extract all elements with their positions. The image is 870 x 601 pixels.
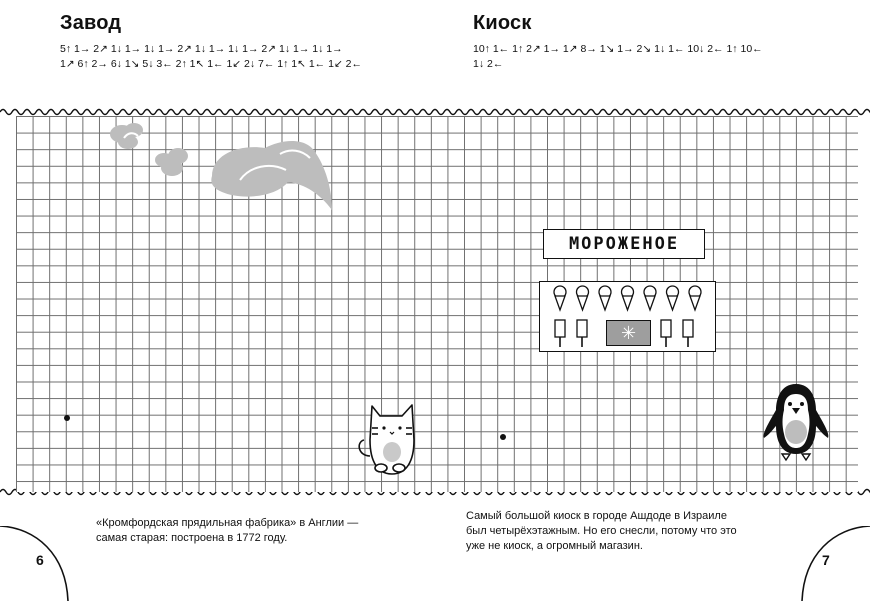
page-number-left: 6	[36, 552, 44, 568]
factory-title: Завод	[60, 12, 122, 34]
ice-cream-cone-icon	[689, 286, 701, 310]
ice-cream-cone-icon	[622, 286, 634, 310]
factory-sequence-line-2: 1↗ 6↑ 2→ 6↓ 1↘ 5↓ 3← 2↑ 1↖ 1← 1↙ 2↓ 7← 1↑ 1↖ 1← 1↙ 2←	[60, 58, 362, 70]
kiosk-caption-line-1: Самый большой киоск в городе Ашдоде в Израиле	[466, 510, 727, 522]
start-dot-factory	[64, 415, 70, 421]
factory-caption-line-1: «Кромфордская прядильная фабрика» в Англии —	[96, 517, 359, 529]
kiosk-sequence-line-2: 1↓ 2←	[473, 58, 504, 70]
factory-caption-line-2: самая старая: построена в 1772 году.	[96, 532, 288, 544]
smoke-clouds	[100, 118, 340, 213]
popsicle-icon	[555, 320, 565, 347]
kiosk-window	[606, 320, 651, 346]
start-dot-kiosk	[500, 434, 506, 440]
ice-cream-cone-icon	[644, 286, 656, 310]
popsicle-icon	[577, 320, 587, 347]
kiosk-title: Киоск	[473, 12, 532, 34]
cat-illustration	[352, 402, 432, 482]
popsicle-icon	[683, 320, 693, 347]
kiosk-caption-line-2: был четырёхэтажным. Но его снесли, потому что это	[466, 525, 737, 537]
right-page-corner	[798, 526, 870, 601]
factory-sequence-line-1: 5↑ 1→ 2↗ 1↓ 1→ 1↓ 1→ 2↗ 1↓ 1→ 1↓ 1→ 2↗ 1↓ 1→ 1↓ 1→	[60, 43, 343, 55]
kiosk-sequence-line-1: 10↑ 1← 1↑ 2↗ 1→ 1↗ 8→ 1↘ 1→ 2↘ 1↓ 1← 10↓ 2← 1↑ 10←	[473, 43, 763, 55]
page-number-right: 7	[822, 552, 830, 568]
ice-cream-cone-icon	[667, 286, 679, 310]
popsicle-icon	[661, 320, 671, 347]
ice-cream-sign	[543, 229, 705, 259]
ice-cream-sign-text: МОРОЖЕНОЕ	[568, 234, 680, 254]
snowflake-icon: ✳	[620, 323, 637, 343]
penguin-illustration	[760, 380, 832, 468]
kiosk-caption-line-3: уже не киоск, а огромный магазин.	[466, 540, 643, 552]
ice-cream-cone-icon	[599, 286, 611, 310]
ice-cream-cone-icon	[554, 286, 566, 310]
ice-cream-cone-icon	[577, 286, 589, 310]
